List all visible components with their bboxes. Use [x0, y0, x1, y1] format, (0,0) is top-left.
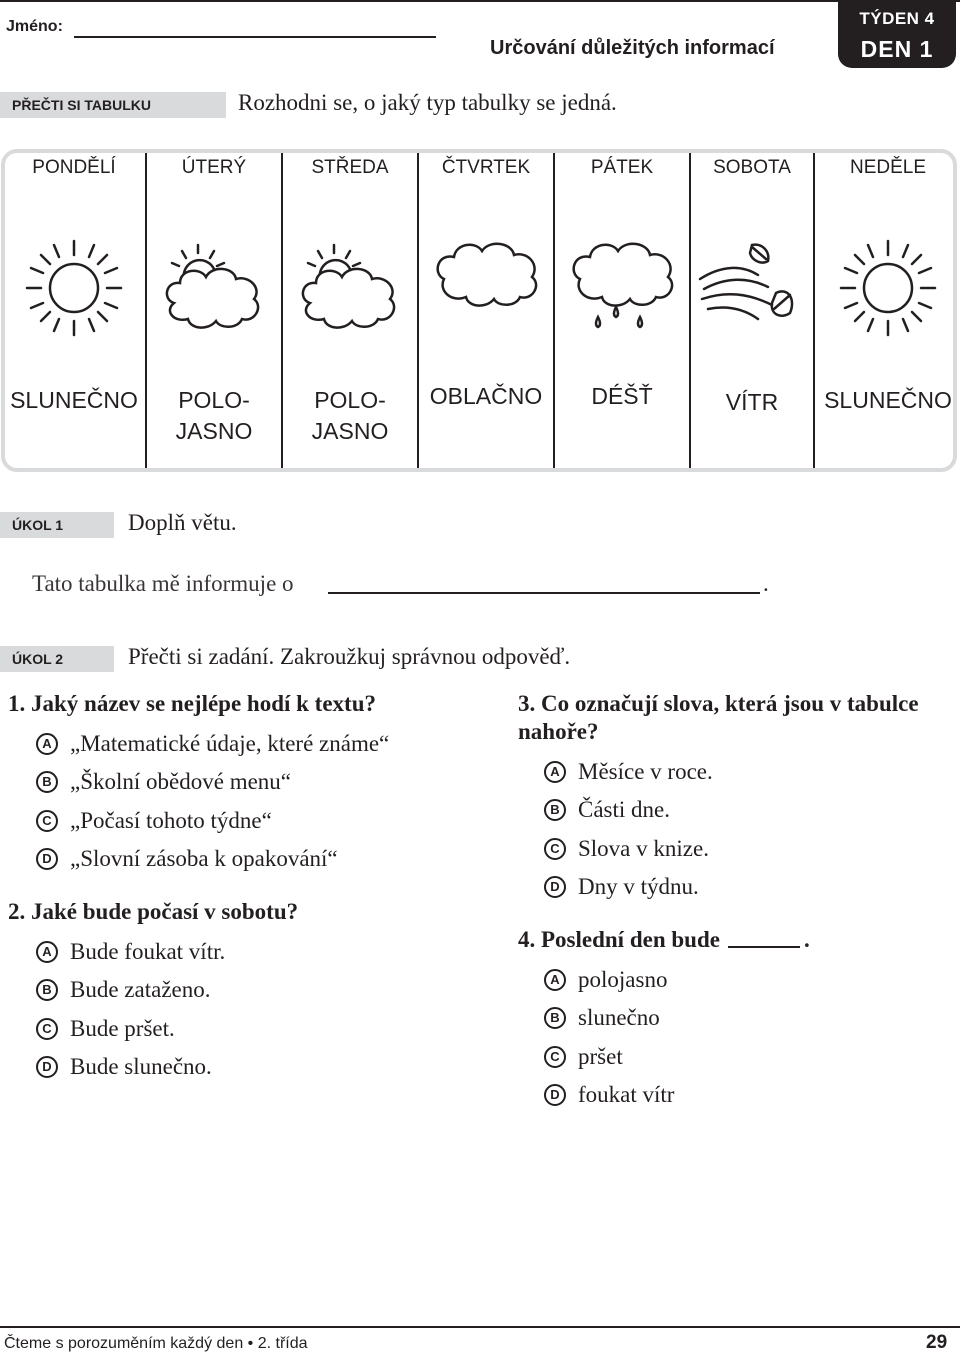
answer-option[interactable]	[36, 768, 389, 796]
task1-sentence: Tato tabulka mě informuje o	[32, 571, 294, 596]
question-4-options	[544, 966, 674, 1119]
option-text: Měsíce v roce.	[578, 759, 713, 784]
task1-answer-blank[interactable]	[328, 592, 760, 594]
option-letter-bubble[interactable]: C	[36, 810, 58, 832]
day-name: ČTVRTEK	[441, 157, 531, 178]
answer-option[interactable]	[36, 976, 225, 1004]
wind-leaves-icon	[691, 235, 813, 365]
condition-line: JASNO	[175, 418, 253, 444]
option-letter-bubble[interactable]: B	[36, 771, 58, 793]
answer-option[interactable]	[544, 966, 674, 994]
question-2: 2. Jaké bude počasí v sobotu?	[8, 899, 299, 924]
condition-label	[691, 387, 813, 418]
condition-line: SLUNEČNO	[10, 387, 138, 413]
answer-option[interactable]	[36, 730, 389, 758]
weather-column-monday	[3, 153, 145, 468]
option-text: Části dne.	[578, 797, 670, 823]
option-text: „Školní obědové menu“	[70, 769, 292, 795]
weather-column-thursday	[417, 153, 553, 468]
question-3-options	[544, 758, 713, 911]
partly-cloudy-icon	[283, 233, 417, 363]
option-letter-bubble[interactable]: D	[36, 1056, 58, 1078]
condition-line: POLO-	[178, 387, 250, 413]
weather-table	[1, 149, 957, 472]
weather-column-sunday	[813, 153, 957, 468]
condition-line: DÉŠŤ	[591, 383, 653, 409]
option-letter-bubble[interactable]: A	[544, 969, 566, 991]
option-letter-bubble[interactable]: C	[544, 838, 566, 860]
option-text: slunečno	[578, 1005, 660, 1031]
condition-label	[147, 385, 281, 447]
option-text: Bude zataženo.	[70, 977, 211, 1003]
answer-option[interactable]	[544, 758, 713, 786]
task1-pill: ÚKOL 1	[0, 512, 114, 538]
question-4-period: .	[803, 927, 810, 952]
day-name: PÁTEK	[590, 157, 654, 178]
day-label: DEN 1	[860, 36, 934, 62]
option-text: pršet	[578, 1043, 623, 1069]
option-text: polojasno	[578, 967, 668, 992]
condition-line: OBLAČNO	[429, 383, 543, 409]
condition-label	[3, 385, 145, 416]
task2-instruction: Přečti si zadání. Zakroužkuj správnou odpověď.	[128, 644, 571, 669]
condition-line: JASNO	[311, 418, 389, 444]
option-text: Bude pršet.	[70, 1015, 175, 1041]
task1-instruction: Doplň větu.	[128, 510, 237, 535]
question-1-options	[36, 730, 389, 883]
option-letter-bubble[interactable]: A	[36, 941, 58, 963]
week-label: TÝDEN 4	[859, 9, 935, 28]
day-name: SOBOTA	[713, 157, 791, 178]
rain-cloud-icon	[555, 233, 689, 363]
question-4	[518, 926, 810, 954]
condition-label	[555, 381, 689, 412]
option-letter-bubble[interactable]: B	[36, 979, 58, 1001]
answer-option[interactable]	[544, 796, 713, 824]
option-letter-bubble[interactable]: D	[36, 848, 58, 870]
option-letter-bubble[interactable]: D	[544, 1084, 566, 1106]
option-text: Bude foukat vítr.	[70, 939, 226, 964]
option-letter-bubble[interactable]: C	[544, 1046, 566, 1068]
condition-label	[283, 385, 417, 447]
weather-column-saturday	[689, 153, 813, 468]
day-name: STŘEDA	[311, 157, 389, 178]
answer-option[interactable]	[544, 1081, 674, 1109]
condition-line: SLUNEČNO	[824, 387, 952, 413]
condition-line: VÍTR	[725, 389, 779, 415]
sun-icon	[815, 233, 957, 363]
answer-option[interactable]	[36, 1053, 225, 1081]
day-name: ÚTERÝ	[181, 157, 247, 178]
weather-column-wednesday	[281, 153, 417, 468]
day-name: PONDĚLÍ	[32, 157, 116, 178]
answer-option[interactable]	[36, 807, 389, 835]
option-letter-bubble[interactable]: A	[36, 733, 58, 755]
option-text: Slova v knize.	[578, 835, 709, 861]
answer-option[interactable]	[544, 873, 713, 901]
answer-option[interactable]	[544, 835, 713, 863]
top-rule	[0, 0, 960, 2]
page-number: 29	[926, 1332, 948, 1353]
question-4-text: 4. Poslední den bude	[518, 927, 720, 952]
answer-option[interactable]	[36, 938, 225, 966]
answer-option[interactable]	[544, 1004, 674, 1032]
week-day-badge	[838, 0, 956, 68]
read-instruction: Rozhodni se, o jaký typ tabulky se jedná.	[238, 90, 617, 115]
task1-period: .	[763, 571, 769, 596]
option-letter-bubble[interactable]: D	[544, 876, 566, 898]
sun-icon	[3, 233, 145, 363]
answer-option[interactable]	[36, 1015, 225, 1043]
answer-option[interactable]	[36, 845, 389, 873]
name-input-line[interactable]	[74, 36, 436, 38]
footer-text: Čteme s porozuměním každý den • 2. třída	[4, 1335, 308, 1352]
answer-option[interactable]	[544, 1043, 674, 1071]
partly-cloudy-icon	[147, 233, 281, 363]
weather-column-tuesday	[145, 153, 281, 468]
option-text: Dny v týdnu.	[578, 873, 699, 899]
task2-pill: ÚKOL 2	[0, 646, 114, 672]
option-text: „Slovní zásoba k opakování“	[70, 845, 338, 871]
option-text: foukat vítr	[578, 1081, 675, 1107]
weather-column-friday	[553, 153, 689, 468]
day-name: NEDĚLE	[849, 157, 927, 178]
option-text: „Matematické údaje, které známe“	[70, 731, 390, 756]
option-text: „Počasí tohoto týdne“	[70, 807, 272, 833]
footer-rule	[0, 1326, 960, 1328]
option-text: Bude slunečno.	[70, 1053, 212, 1079]
condition-label	[815, 385, 957, 416]
read-table-pill: PŘEČTI SI TABULKU	[0, 92, 226, 118]
option-letter-bubble[interactable]: B	[544, 1007, 566, 1029]
option-letter-bubble[interactable]: C	[36, 1018, 58, 1040]
condition-label	[419, 381, 553, 412]
question-2-options	[36, 938, 225, 1091]
question-4-blank[interactable]	[728, 946, 800, 948]
option-letter-bubble[interactable]: A	[544, 761, 566, 783]
question-1: 1. Jaký název se nejlépe hodí k textu?	[8, 691, 376, 716]
cloud-icon	[419, 233, 553, 363]
question-3: 3. Co označují slova, která jsou v tabulce nahoře?	[518, 691, 919, 744]
option-letter-bubble[interactable]: B	[544, 799, 566, 821]
condition-line: POLO-	[314, 387, 386, 413]
name-label: Jméno:	[6, 18, 63, 35]
worksheet-title: Určování důležitých informací	[490, 37, 775, 59]
